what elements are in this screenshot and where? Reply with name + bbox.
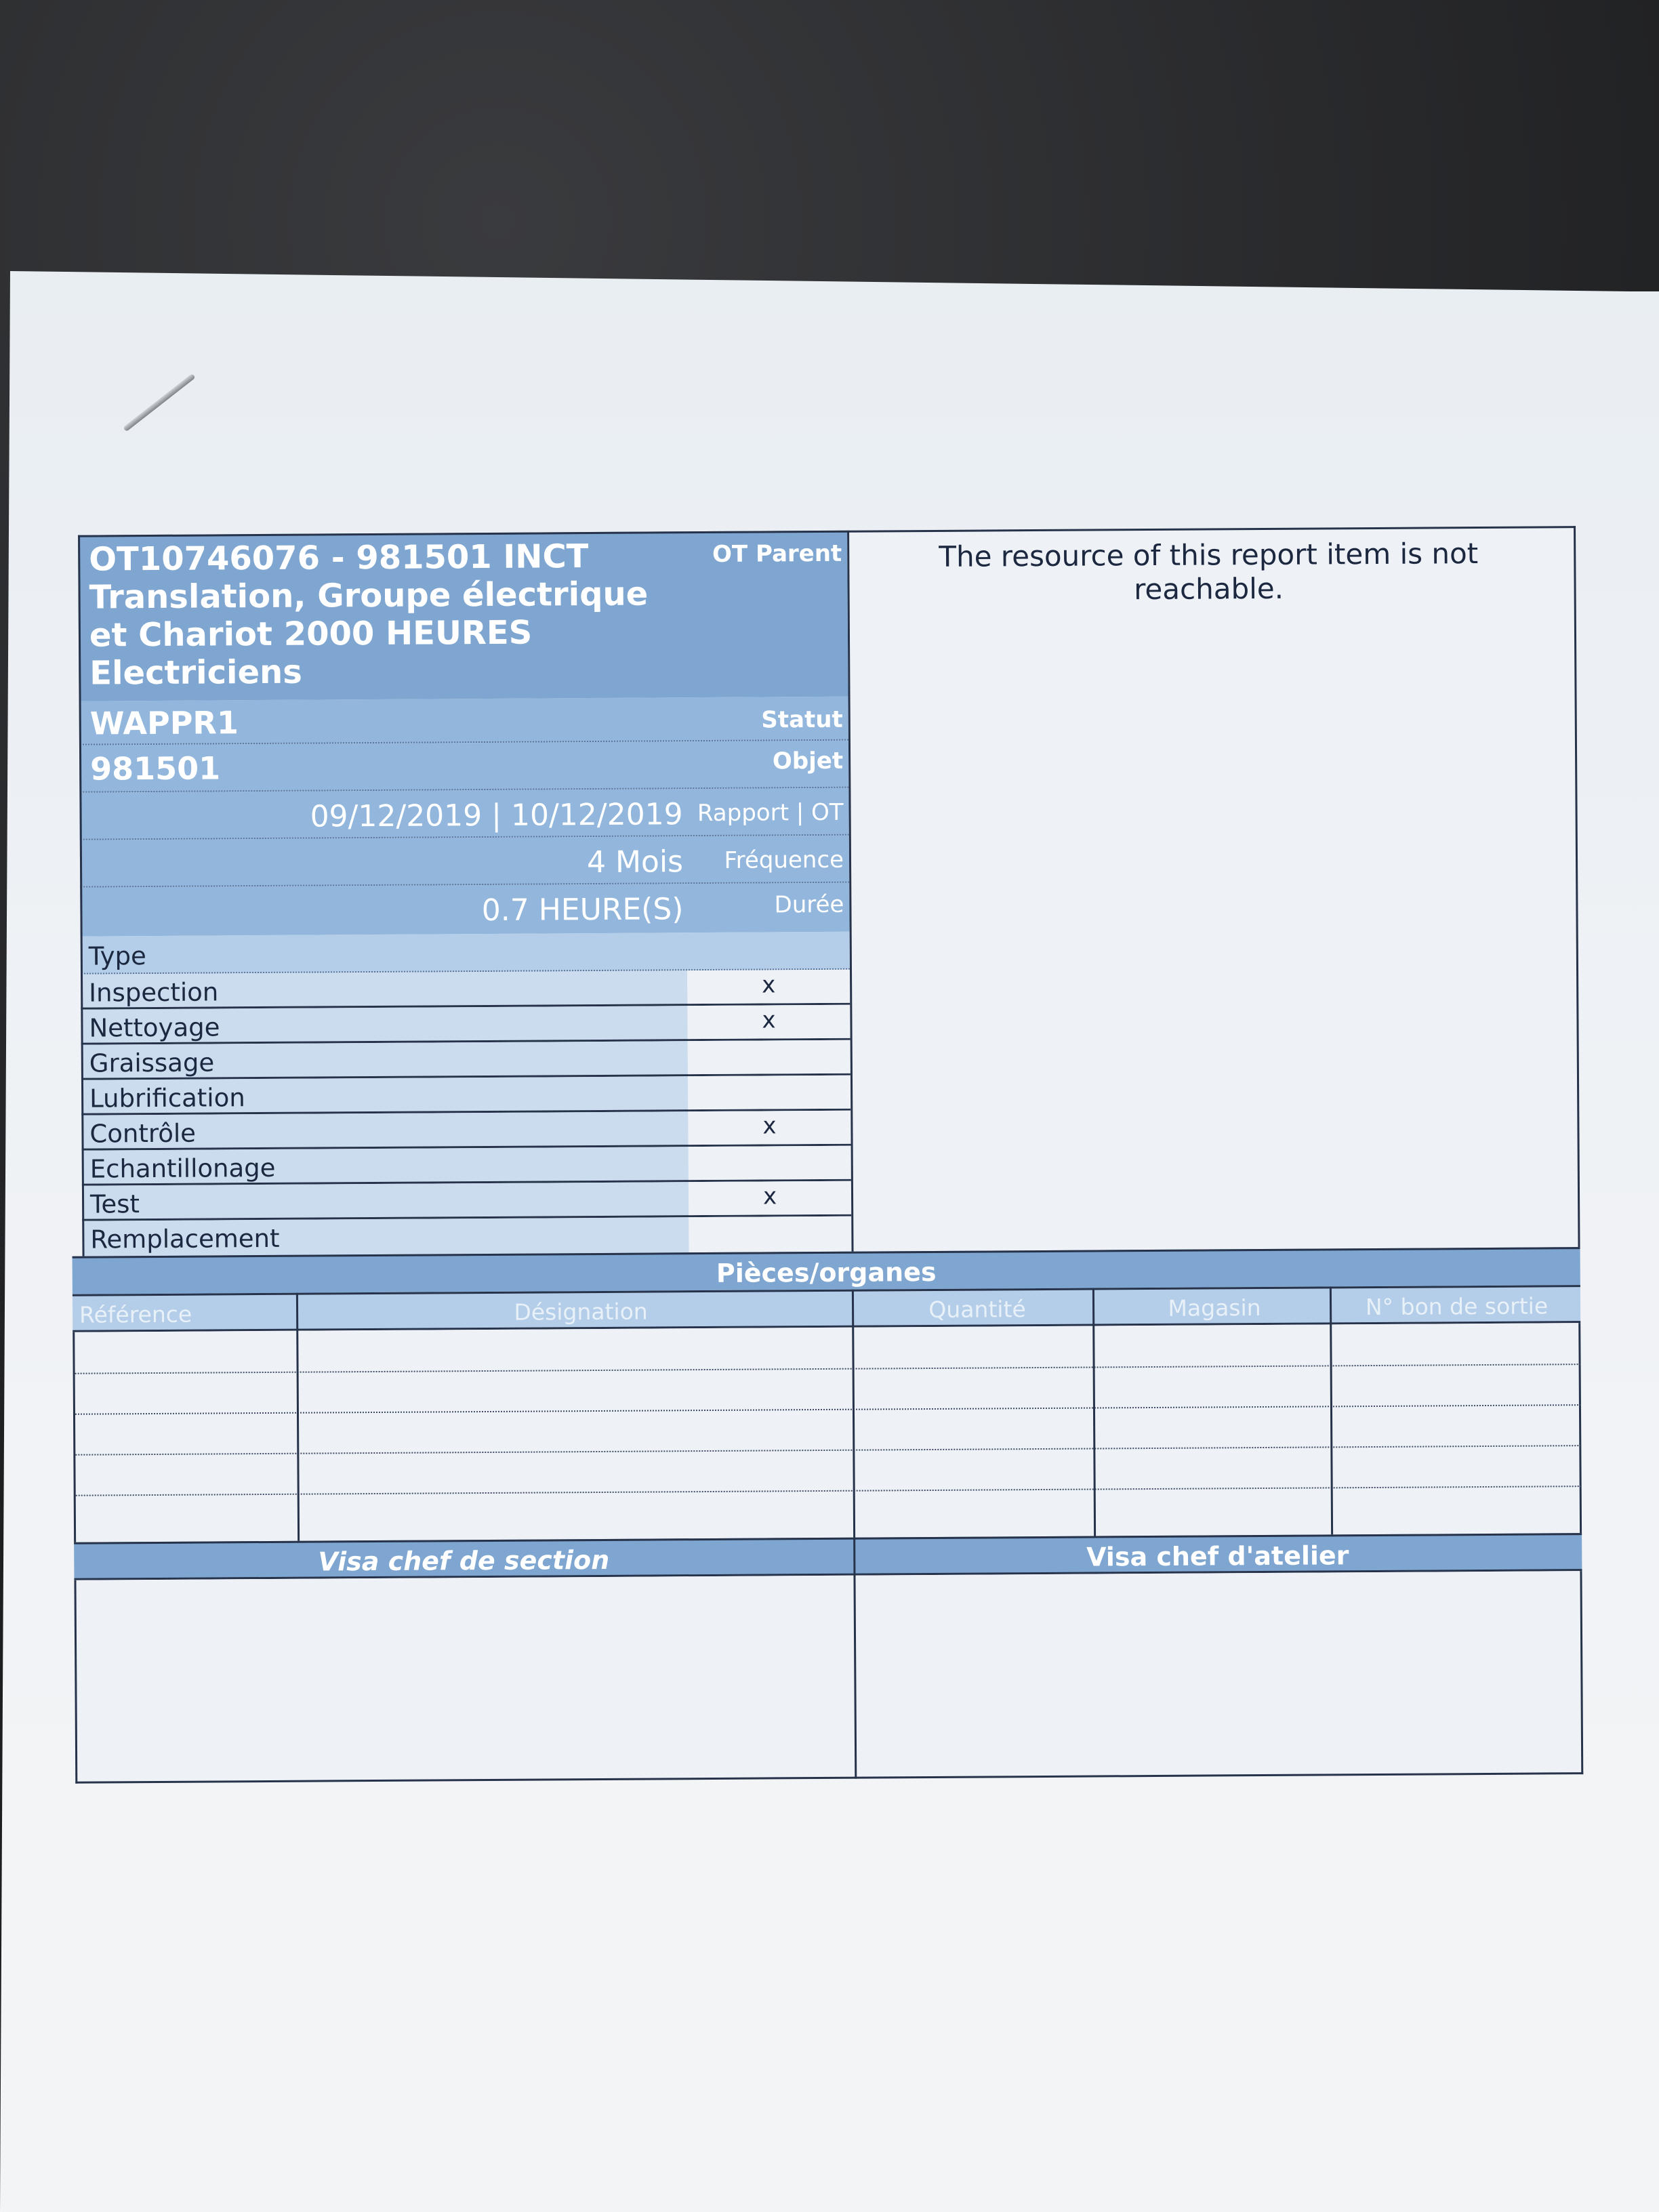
- dates-label: Rapport | OT: [697, 798, 844, 827]
- visa-chef-section-label: Visa chef de section: [318, 1544, 610, 1577]
- duree-label: Durée: [774, 890, 844, 919]
- duree-row: [80, 883, 849, 937]
- type-mark-cell: [689, 1146, 851, 1180]
- type-row-lubrification: [81, 1076, 851, 1115]
- type-row-echantillonage: [82, 1146, 851, 1186]
- statut-value: WAPPR1: [89, 704, 239, 742]
- ot-parent-label: OT Parent: [712, 539, 842, 568]
- column-reference: Référence: [79, 1300, 192, 1328]
- statut-label: Statut: [761, 705, 843, 734]
- type-label: Type: [88, 941, 146, 971]
- type-row-controle: [81, 1111, 851, 1151]
- type-mark-cell: [689, 1181, 851, 1215]
- column-bon-de-sortie: N° bon de sortie: [1365, 1292, 1549, 1321]
- type-mark-cell: [688, 1040, 851, 1074]
- type-header-row: [81, 932, 850, 975]
- visa-chef-atelier-label: Visa chef d'atelier: [1086, 1540, 1349, 1572]
- type-row-remplacement: [82, 1216, 851, 1256]
- type-item-name: Remplacement: [90, 1223, 280, 1254]
- objet-value: 981501: [90, 750, 221, 787]
- frequence-value: 4 Mois: [586, 844, 684, 880]
- type-item-name: Lubrification: [89, 1083, 245, 1113]
- dates-row: [79, 788, 848, 840]
- type-item-name: Contrôle: [89, 1118, 197, 1149]
- objet-row: [79, 741, 848, 793]
- type-item-name: Graissage: [89, 1048, 215, 1078]
- title-line-1: OT10746076 - 981501 INCT: [89, 537, 589, 579]
- signature-box-chef-section[interactable]: [76, 1576, 857, 1782]
- resource-unreachable-message: The resource of this report item is not reachable.: [939, 537, 1479, 607]
- type-row-graissage: [81, 1040, 851, 1080]
- type-item-name: Test: [89, 1189, 140, 1219]
- table-row-separator: [76, 1486, 1582, 1496]
- type-mark-cell: [688, 1111, 851, 1145]
- maintenance-work-order-form: [41, 519, 1580, 1789]
- column-magasin: Magasin: [1168, 1294, 1261, 1322]
- type-mark: x: [762, 1112, 777, 1140]
- table-row-separator: [75, 1404, 1581, 1415]
- resource-panel: [847, 526, 1580, 1252]
- type-mark-cell: [689, 1216, 851, 1252]
- type-mark: x: [762, 1183, 777, 1210]
- type-item-name: Inspection: [89, 977, 219, 1008]
- signature-box-chef-atelier[interactable]: [857, 1571, 1583, 1777]
- visa-signature-area: [74, 1571, 1583, 1784]
- objet-label: Objet: [772, 747, 844, 775]
- pieces-title: Pièces/organes: [716, 1256, 937, 1288]
- dates-value: 09/12/2019 | 10/12/2019: [310, 797, 683, 834]
- frequence-row: [80, 836, 849, 888]
- title-block: [78, 531, 848, 701]
- type-row-test: [82, 1181, 851, 1221]
- duree-value: 0.7 HEURE(S): [481, 892, 684, 928]
- work-order-title: [89, 537, 713, 693]
- type-mark: x: [762, 971, 776, 999]
- type-mark: x: [762, 1006, 776, 1034]
- frequence-label: Fréquence: [724, 846, 844, 874]
- type-item-name: Echantillonage: [89, 1153, 276, 1184]
- type-mark-cell: [687, 970, 850, 1004]
- table-row-separator: [75, 1364, 1581, 1374]
- column-designation: Désignation: [514, 1298, 648, 1326]
- type-mark-cell: [688, 1076, 851, 1109]
- table-row-separator: [75, 1445, 1581, 1456]
- title-line-3: et Chariot 2000 HEURES: [89, 613, 533, 655]
- type-row-inspection: [81, 970, 850, 1010]
- type-mark-cell: [687, 1005, 850, 1039]
- title-line-2: Translation, Groupe électrique: [89, 575, 649, 617]
- column-quantite: Quantité: [928, 1296, 1026, 1324]
- type-row-nettoyage: [81, 1005, 850, 1045]
- title-line-4: Electriciens: [89, 653, 303, 693]
- statut-row: [79, 697, 848, 745]
- type-item-name: Nettoyage: [89, 1012, 220, 1043]
